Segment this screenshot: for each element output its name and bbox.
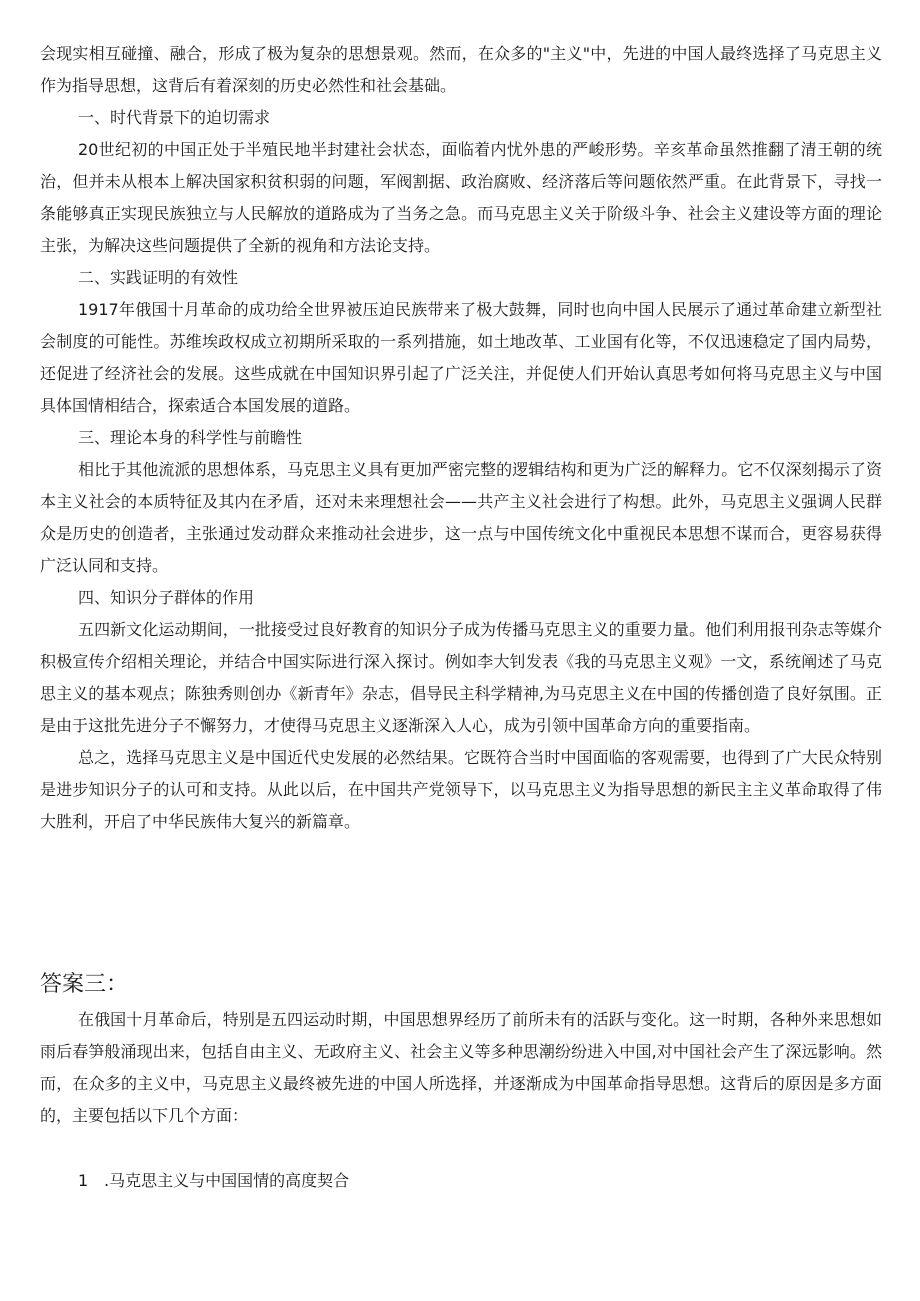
list-item — [78, 1165, 349, 1197]
document-body — [40, 38, 882, 838]
section-body-1: 20世纪初的中国正处于半殖民地半封建社会状态，面临着内忧外患的严峻形势。辛亥革命虽然推翻了清王朝的统治，但并未从根本上解决国家积贫积弱的问题，军阀割据、政治腐败、经济落后等问题依然严重。在此背景下，寻找一条能够真正实现民族独立与人民解放的道路成为了当务之急。而马克思主义关于阶级斗争、社会主义建设等方面的理论主张，为解决这些问题提供了全新的视角和方法论支持。 — [40, 140, 882, 255]
section-body-4: 五四新文化运动期间，一批接受过良好教育的知识分子成为传播马克思主义的重要力量。他们利用报刊杂志等媒介积极宣传介绍相关理论，并结合中国实际进行深入探讨。例如李大钊发表《我的马克思主义观》一文，系统阐述了马克思主义的基本观点；陈独秀则创办《新青年》杂志，倡导民主科学精神,为马克思主义在中国的传播创造了良好氛围。正是由于这批先进分子不懈努力，才使得马克思主义逐渐深入人心，成为引领中国革命方向的重要指南。 — [40, 620, 882, 735]
intro-continuation: 会现实相互碰撞、融合，形成了极为复杂的思想景观。然而，在众多的"主义"中，先进的中国人最终选择了马克思主义作为指导思想，这背后有着深刻的历史必然性和社会基础。 — [40, 44, 882, 95]
answer-three-intro: 在俄国十月革命后，特别是五四运动时期，中国思想界经历了前所未有的活跃与变化。这一时期，各种外来思想如雨后春笋般涌现出来，包括自由主义、无政府主义、社会主义等多种思潮纷纷进入中国,对中国社会产生了深远影响。然而，在众多的主义中，马克思主义最终被先进的中国人所选择，并逐渐成为中国革命指导思想。这背后的原因是多方面的，主要包括以下几个方面： — [40, 1010, 882, 1125]
section-heading-3: 三、理论本身的科学性与前瞻性 — [78, 428, 303, 447]
section-heading-2: 二、实践证明的有效性 — [78, 268, 239, 287]
section-body-3: 相比于其他流派的思想体系，马克思主义具有更加严密完整的逻辑结构和更为广泛的解释力。它不仅深刻揭示了资本主义社会的本质特征及其内在矛盾，还对未来理想社会——共产主义社会进行了构想。此外，马克思主义强调人民群众是历史的创造者，主张通过发动群众来推动社会进步，这一点与中国传统文化中重视民本思想不谋而合，更容易获得广泛认同和支持。 — [40, 460, 882, 575]
section-body-2: 1917年俄国十月革命的成功给全世界被压迫民族带来了极大鼓舞，同时也向中国人民展示了通过革命建立新型社会制度的可能性。苏维埃政权成立初期所采取的一系列措施，如土地改革、工业国有化等，不仅迅速稳定了国内局势，还促进了经济社会的发展。这些成就在中国知识界引起了广泛关注，并促使人们开始认真思考如何将马克思主义与中国具体国情相结合，探索适合本国发展的道路。 — [40, 300, 882, 415]
answer-three-title: 答案三： — [40, 972, 129, 997]
conclusion-paragraph: 总之，选择马克思主义是中国近代史发展的必然结果。它既符合当时中国面临的客观需要，也得到了广大民众特别是进步知识分子的认可和支持。从此以后，在中国共产党领导下，以马克思主义为指导思想的新民主主义革命取得了伟大胜利，开启了中华民族伟大复兴的新篇章。 — [40, 748, 882, 831]
list-item-number: 1 — [78, 1171, 89, 1190]
section-heading-1: 一、时代背景下的迫切需求 — [78, 108, 271, 127]
list-item-label: .马克思主义与中国国情的高度契合 — [104, 1171, 350, 1190]
section-heading-4: 四、知识分子群体的作用 — [78, 588, 255, 607]
answer-three-section — [40, 1004, 882, 1132]
